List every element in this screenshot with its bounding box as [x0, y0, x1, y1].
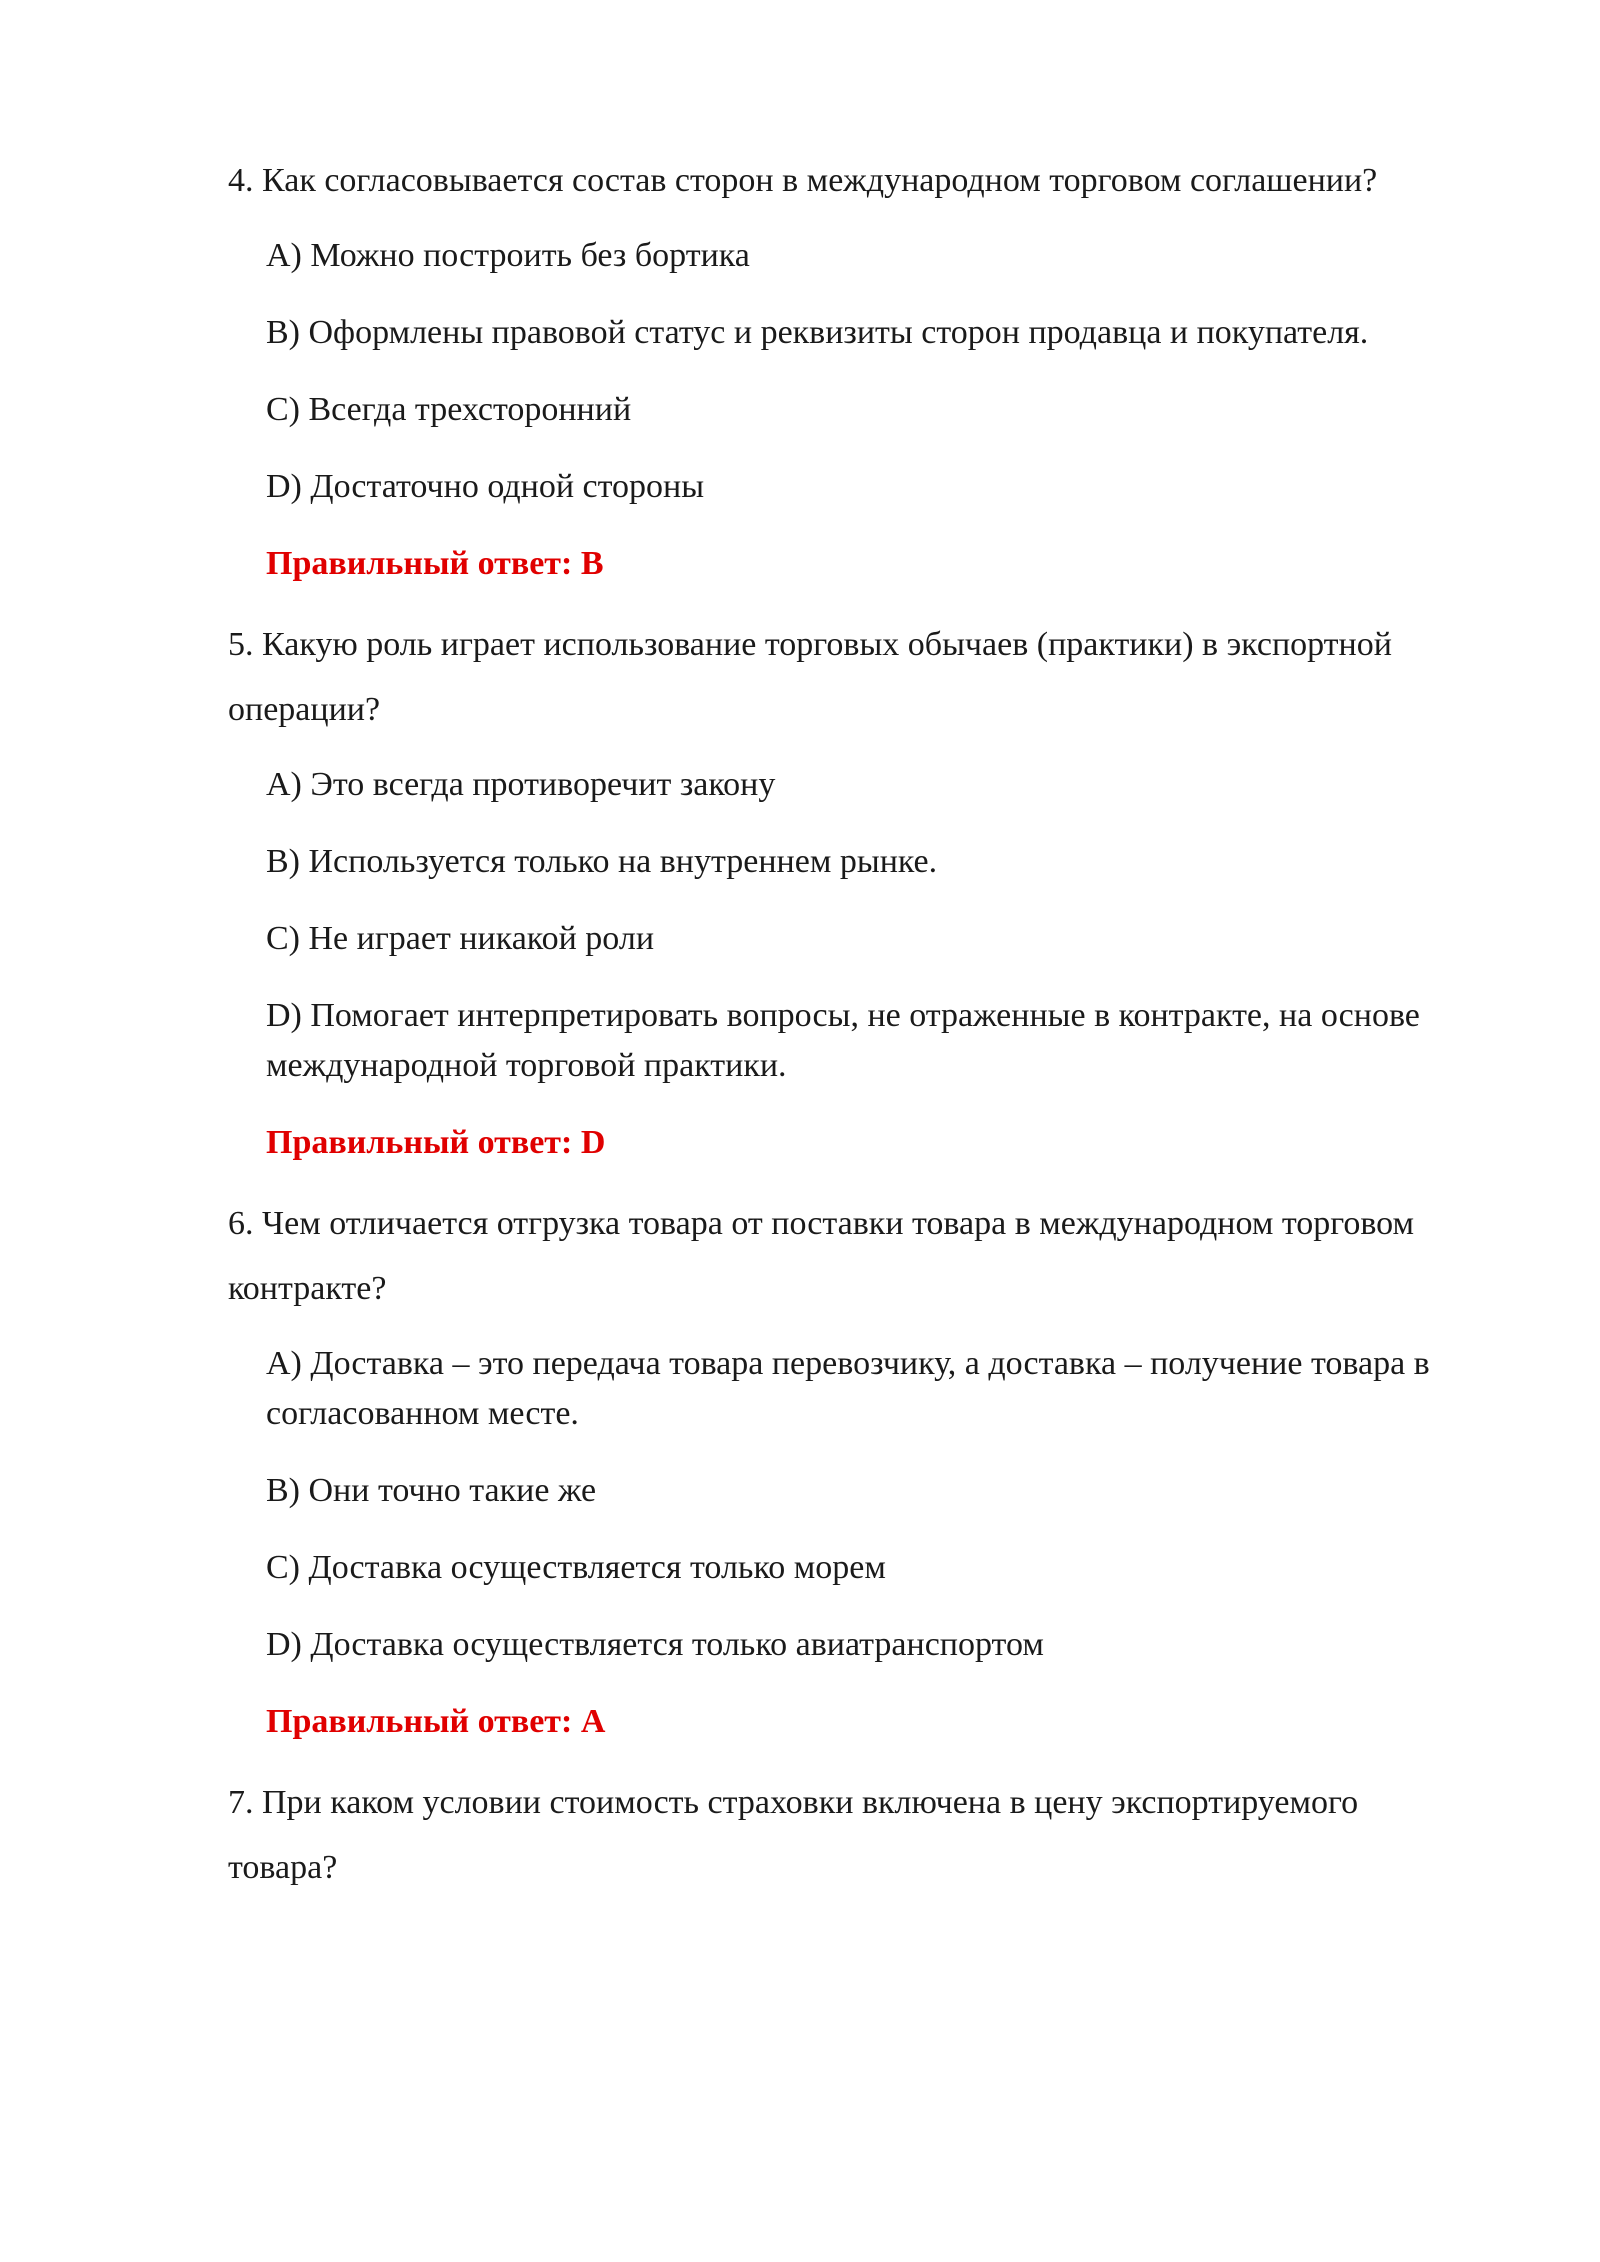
- question-6: 6. Чем отличается отгрузка товара от поставки товара в международном торговом контракте?: [228, 1205, 1415, 1307]
- test-content: [228, 148, 1428, 1900]
- option-c: C) Всегда трехсторонний: [266, 391, 632, 428]
- options-q4: [228, 231, 1428, 512]
- question-7: 7. При каком условии стоимость страховки включена в цену экспортируемого товара?: [228, 1784, 1359, 1886]
- options-q6: [228, 1339, 1428, 1670]
- option-d: D) Достаточно одной стороны: [266, 468, 705, 505]
- options-q5: [228, 760, 1428, 1091]
- option-b: B) Оформлены правовой статус и реквизиты сторон продавца и покупателя.: [266, 314, 1369, 351]
- option-a: A) Можно построить без бортика: [266, 237, 750, 274]
- option-b: B) Используется только на внутреннем рынке.: [266, 843, 938, 880]
- question-5: 5. Какую роль играет использование торговых обычаев (практики) в экспортной операции?: [228, 626, 1392, 728]
- question-4: 4. Как согласовывается состав сторон в международном торговом соглашении?: [228, 162, 1378, 199]
- option-c: C) Не играет никакой роли: [266, 920, 655, 957]
- option-b: B) Они точно такие же: [266, 1472, 597, 1509]
- correct-answer-q5: Правильный ответ: D: [266, 1124, 606, 1161]
- correct-answer-q4: Правильный ответ: B: [266, 545, 604, 582]
- option-c: C) Доставка осуществляется только морем: [266, 1549, 886, 1586]
- option-d: D) Помогает интерпретировать вопросы, не отраженные в контракте, на основе международной торговой практики.: [266, 997, 1420, 1084]
- option-a: A) Доставка – это передача товара перевозчику, а доставка – получение товара в согласованном месте.: [266, 1345, 1430, 1432]
- correct-answer-q6: Правильный ответ: A: [266, 1703, 606, 1740]
- option-d: D) Доставка осуществляется только авиатранспортом: [266, 1626, 1044, 1663]
- option-a: A) Это всегда противоречит закону: [266, 766, 776, 803]
